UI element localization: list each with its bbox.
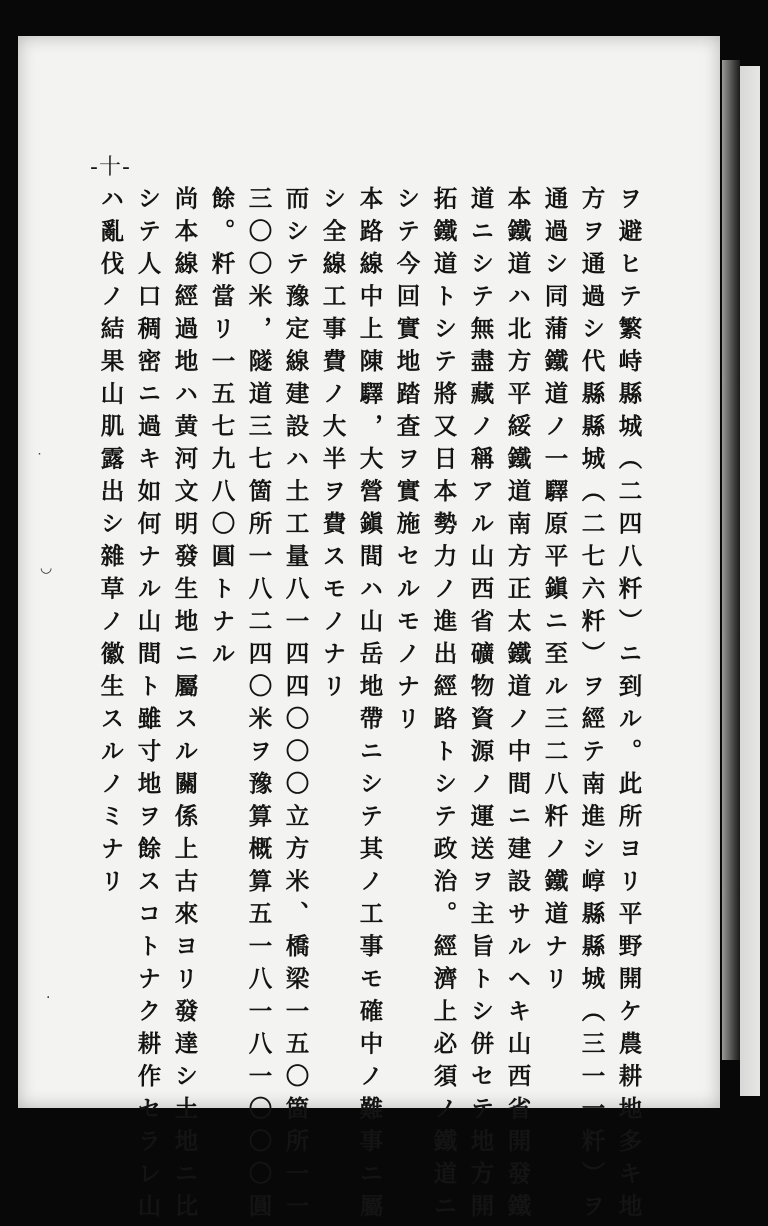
text-column: 餘。粁當リ一五七九八〇圓トナル [207,186,236,674]
page-binding-edge [722,60,740,1060]
scan-speck: ◡ [40,560,53,576]
text-column: 尚本線經過地ハ黄河文明發生地ニ屬スル關係上古來ヨリ發達シ土地ニ比 [170,186,199,1226]
text-column: シ全線工事費ノ大半ヲ費スモノナリ [318,186,347,706]
text-column: シテ今回實地踏査ヲ實施セルモノナリ [392,186,421,739]
text-column: 方ヲ通過シ代縣縣城（二七六粁）ヲ經テ南進シ崞縣縣城（三一一粁）ヲ [577,186,606,1226]
text-column: 本鐵道ハ北方平綏鐵道南方正太鐵道ノ中間ニ建設サルヘキ山西省開發鐵 [503,186,532,1226]
text-column: シテ人口稠密ニ過キ如何ナル山間ト雖寸地ヲ餘スコトナク耕作セラレ山 [133,186,162,1226]
scan-speck: ˙ [36,452,43,468]
page-number: -十- [90,155,131,180]
text-column: 道ニシテ無盡藏ノ稱アル山西省礦物資源ノ運送ヲ主旨トシ併セテ地方開 [466,186,495,1226]
text-column: ヲ避ヒテ繁峙縣城（二四八粁）ニ到ル。此所ヨリ平野開ケ農耕地多キ地 [614,186,643,1226]
text-column: 通過シ同蒲鐵道ノ一驛原平鎭ニ至ル三二八粁ノ鐵道ナリ [540,186,569,999]
text-column: 而シテ豫定線建設ハ土工量八一四四〇〇〇立方米、橋梁一五〇箇所一一 [281,186,310,1226]
text-column: 三〇〇米，隧道三七箇所一八二四〇米ヲ豫算概算五一八一八一〇〇〇圓 [244,186,273,1226]
text-column: 本路線中上陳驛，大營鎭間ハ山岳地帶ニシテ其ノ工事モ確中ノ難事ニ屬 [355,186,384,1226]
text-column: 拓鐵道トシテ將又日本勢力ノ進出經路トシテ政治。經濟上必須ノ鐵道ニ [429,186,458,1226]
text-column: ハ亂伐ノ結果山肌露出シ雜草ノ徽生スルノミナリ [96,186,125,901]
adjacent-page-edge [740,66,760,1096]
scan-speck: · [46,990,51,1006]
